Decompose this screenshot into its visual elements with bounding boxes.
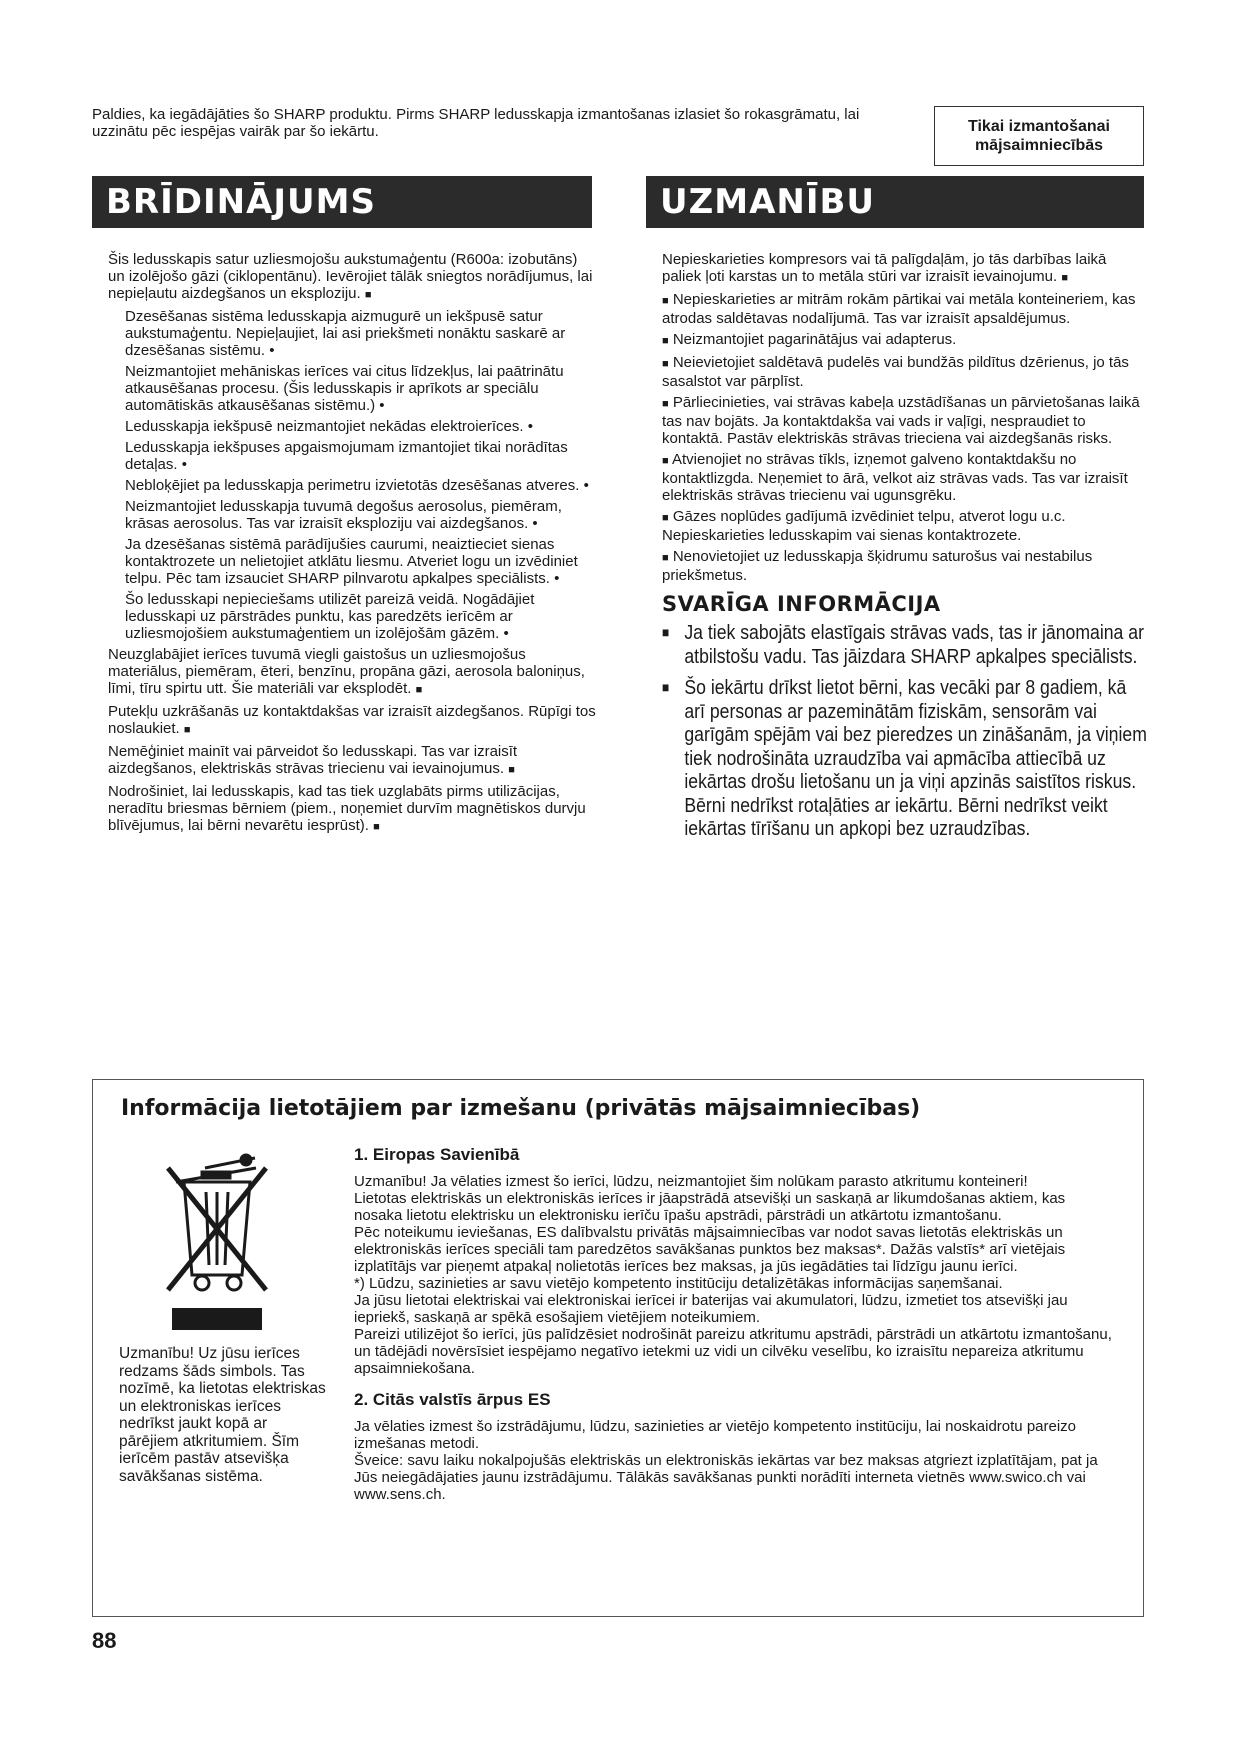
symbol-note: Uzmanību! Uz jūsu ierīces redzams šāds simbols. Tas nozīmē, ka lietotas elektriskas un elektroniskas ierīces nedrīkst jaukt kopā ar pārējiem atkritumiem. Šīm ierīcēm pastāv atsevišķa savākšanas sistēma. — [119, 1345, 326, 1485]
list-item: Nemēģiniet mainīt vai pārveidot šo ledusskapi. Tas var izraisīt aizdegšanos, elektriskās strāvas triecienu vai ievainojumus. ■ — [108, 743, 518, 777]
page-number: 88 — [92, 1628, 117, 1653]
list-item: Nepieskarieties kompresors vai tā palīgdaļām, jo tās darbības laikā paliek ļoti karstas un to metāla stūri var izraisīt ievainojumu. ■ — [662, 251, 1107, 285]
list-item: ■ Neievietojiet saldētavā pudelēs vai bundžās pildītus dzērienus, jo tās sasalstot var pārplīst. — [662, 354, 1129, 390]
paragraph: Uzmanību! Ja vēlaties izmest šo ierīci, lūdzu, neizmantojiet šim nolūkam parasto atkritumu konteineri! — [354, 1173, 1028, 1190]
bullet-square: ■ — [662, 679, 670, 695]
list-item: ■ Nenovietojiet uz ledusskapja šķidrumu saturošus vai nestabilus priekšmetus. — [662, 548, 1093, 584]
disposal-details — [354, 1142, 1114, 1503]
list-item: Putekļu uzkrāšanās uz kontaktdakšas var izraisīt aizdegšanos. Rūpīgi tos noslaukiet. ■ — [108, 703, 596, 737]
list-item: Neizmantojiet mehāniskas ierīces vai citus līdzekļus, lai paātrinātu atkausēšanas procesu. (Šis ledusskapis ir aprīkots ar speciālu automātiskās atkausēšanas sistēmu.) • — [125, 363, 564, 414]
badge-line2: mājsaimniecībās — [974, 137, 1104, 154]
badge-line1: Tikai izmantošanai — [968, 118, 1110, 135]
list-item: Nodrošiniet, lai ledusskapis, kad tas tiek uzglabāts pirms utilizācijas, neradītu briesmas bērniem (piem., noņemiet durvīm magnētiskos durvju blīvējumus, lai bērni nevarētu iesprūst). ■ — [108, 783, 586, 834]
list-item: ■ Šo iekārtu drīkst lietot bērni, kas vecāki par 8 gadiem, kā arī personas ar pazeminātām fiziskām, sensorām vai garīgām spējām vai bez pieredzes un zināšanām, ja viņiem tiek nodrošināta uzraudzība vai apmācība attiecībā uz iekārtas drošu lietošanu un ja viņi apzinās saistītos riskus. Bērni nedrīkst rotaļāties ar iekārtu. Bērni nedrīkst veikt iekārtas tīrīšanu un apkopi bez uzraudzības. — [662, 676, 1147, 840]
bullet-square: ■ — [662, 624, 670, 640]
paragraph: Šveice: savu laiku nokalpojušās elektriskās un elektroniskās iekārtas var bez maksas atgriezt izplatītājam, pat ja Jūs neiegādājaties jaunu izstrādājumu. Tālākās savākšanas punkti norādīti interneta vietnēs www.swico.ch vai www.sens.ch. — [354, 1452, 1098, 1503]
caution-column — [662, 251, 1147, 849]
paragraph: Pareizi utilizējot šo ierīci, jūs palīdzēsiet nodrošināt pareizu atkritumu apstrādi, pārstrādi un atkārtotu izmantošanu, un tādējādi novērsīsiet iespējamo negatīvo ietekmi uz vidi un cilvēku veselību, ko izraisītu nepareiza atkritumu apsaimniekošana. — [354, 1326, 1112, 1377]
list-item: Dzesēšanas sistēma ledusskapja aizmugurē un iekšpusē satur aukstumaģentu. Nepieļaujiet, lai asi priekšmeti nonāktu saskarē ar dzesēšanas sistēmu. • — [125, 308, 566, 359]
intro-text: Paldies, ka iegādājāties šo SHARP produktu. Pirms SHARP ledusskapja izmantošanas izlasiet šo rokasgrāmatu, lai uzzinātu pēc iespējas vairāk par šo iekārtu. — [92, 106, 860, 140]
warning-banner: BRĪDINĀJUMS — [92, 176, 592, 228]
warning-sub-list — [108, 308, 598, 642]
list-item: ■ Gāzes noplūdes gadījumā izvēdiniet telpu, atverot logu u.c. Nepieskarieties ledusskapim vai sienas kontaktrozete. — [662, 508, 1066, 544]
important-info-list — [662, 621, 1147, 841]
paragraph: Pēc noteikumu ieviešanas, ES dalībvalstu privātās mājsaimniecības var nodot savas lietotās elektriskās un elektroniskās ierīces speciāli tam paredzētos savākšanas punktos bez maksas*. Dažās valstīs* arī vietējais izplatītājs var pieņemt atpakaļ nolietotās ierīces bez maksas, ja jūs iegādāties tai līdzīgu jaunu ierīci. — [354, 1224, 1066, 1275]
list-item: ■ Atvienojiet no strāvas tīkls, izņemot galveno kontaktdakšu no kontaktlizgda. Neņemiet to ārā, velkot aiz strāvas vads. Tas var izraisīt elektriskās strāvas triecienu vai ugunsgrēku. — [662, 451, 1128, 504]
paragraph: Ja jūsu lietotai elektriskai vai elektroniskai ierīcei ir baterijas vai akumulatori, lūdzu, izmetiet tos atsevišķi jau iepriekš, saskaņā ar spēkā esošajiem vietējiem noteikumiem. — [354, 1292, 1068, 1326]
list-item: ■ Ja tiek sabojāts elastīgais strāvas vads, tas ir jānomaina ar atbilstošu vadu. Tas jāizdara SHARP apkalpes speciālists. — [662, 621, 1144, 668]
list-item: ■ Pārliecinieties, vai strāvas kabeļa uzstādīšanas un pārvietošanas laikā tas nav bojāts. Ja kontaktdakša vai vads ir vaļīgi, nespraudiet to kontaktā. Pastāv elektriskās strāvas trieciena vai aizdegšanās risks. — [662, 394, 1140, 447]
list-item: ■ Nepieskarieties ar mitrām rokām pārtikai vai metāla konteineriem, kas atrodas saldētavas nodalījumā. Tas var izraisīt apsaldējumus. — [662, 291, 1136, 327]
warning-column — [108, 251, 598, 840]
crossed-out-bin-icon — [150, 1150, 280, 1340]
list-item: Neuzglabājiet ierīces tuvumā viegli gaistošus un uzliesmojošus materiālus, piemēram, ēteri, benzīnu, propāna gāzi, aerosola baloniņus, līmi, tīru spirtu utt. Šie materiāli var eksplodēt. ■ — [108, 646, 585, 697]
household-use-badge — [934, 106, 1144, 166]
important-info-heading: SVARĪGA INFORMĀCIJA — [662, 592, 941, 616]
paragraph: *) Lūdzu, sazinieties ar savu vietējo kompetento institūciju detalizētākas informācijas saņemšanai. — [354, 1275, 1003, 1292]
paragraph: Lietotas elektriskās un elektroniskās ierīces ir jāapstrādā atsevišķi un saskaņā ar likumdošanas aktiem, kas nosaka lietotu elektrisku un elektronisku ierīču īpašu apstrādi, pārstrādi un atkārtotu izmantošanu. — [354, 1190, 1066, 1224]
caution-banner: UZMANĪBU — [646, 176, 1144, 228]
list-item: Ja dzesēšanas sistēmā parādījušies caurumi, neaiztieciet sienas kontaktrozete un nelietojiet atklātu liesmu. Atveriet logu un izvēdiniet telpu. Pēc tam izsauciet SHARP pilnvarotu apkalpes speciālists. • — [125, 536, 578, 587]
bullet-square: ■ — [364, 289, 372, 301]
other-countries-heading: 2. Citās valstīs ārpus ES — [354, 1390, 551, 1409]
list-item: Ledusskapja iekšpuses apgaismojumam izmantojiet tikai norādītas detaļas. • — [125, 439, 568, 473]
list-item: Ledusskapja iekšpusē neizmantojiet nekādas elektroierīces. • — [125, 418, 533, 435]
disposal-title: Informācija lietotājiem par izmešanu (privātās mājsaimniecības) — [121, 1096, 921, 1121]
eu-heading: 1. Eiropas Savienībā — [354, 1145, 520, 1164]
list-item: Nebloķējiet pa ledusskapja perimetru izvietotās dzesēšanas atveres. • — [125, 477, 589, 494]
list-item: Šo ledusskapi nepieciešams utilizēt pareizā veidā. Nogādājiet ledusskapi uz pārstrādes punktu, kas paredzēts ierīcēm ar uzliesmojošiem aukstumaģentiem un izolējošām gāzēm. • — [125, 591, 535, 642]
paragraph: Ja vēlaties izmest šo izstrādājumu, lūdzu, sazinieties ar vietējo kompetento institūciju, lai noskaidrotu pareizo izmešanas metodi. — [354, 1418, 1077, 1452]
warning-intro: Šis ledusskapis satur uzliesmojošu aukstumaģentu (R600a: izobutāns) un izolējošo gāzi (ciklopentānu). Ievērojiet tālāk sniegtos norādījumus, lai nepieļautu aizdegšanos un eksploziju. ■ — [108, 251, 593, 302]
list-item: Neizmantojiet ledusskapja tuvumā degošus aerosolus, piemēram, krāsas aerosolus. Tas var izraisīt eksploziju vai aizdegšanos. • — [125, 498, 562, 532]
list-item: ■ Neizmantojiet pagarinātājus vai adapterus. — [662, 331, 957, 348]
